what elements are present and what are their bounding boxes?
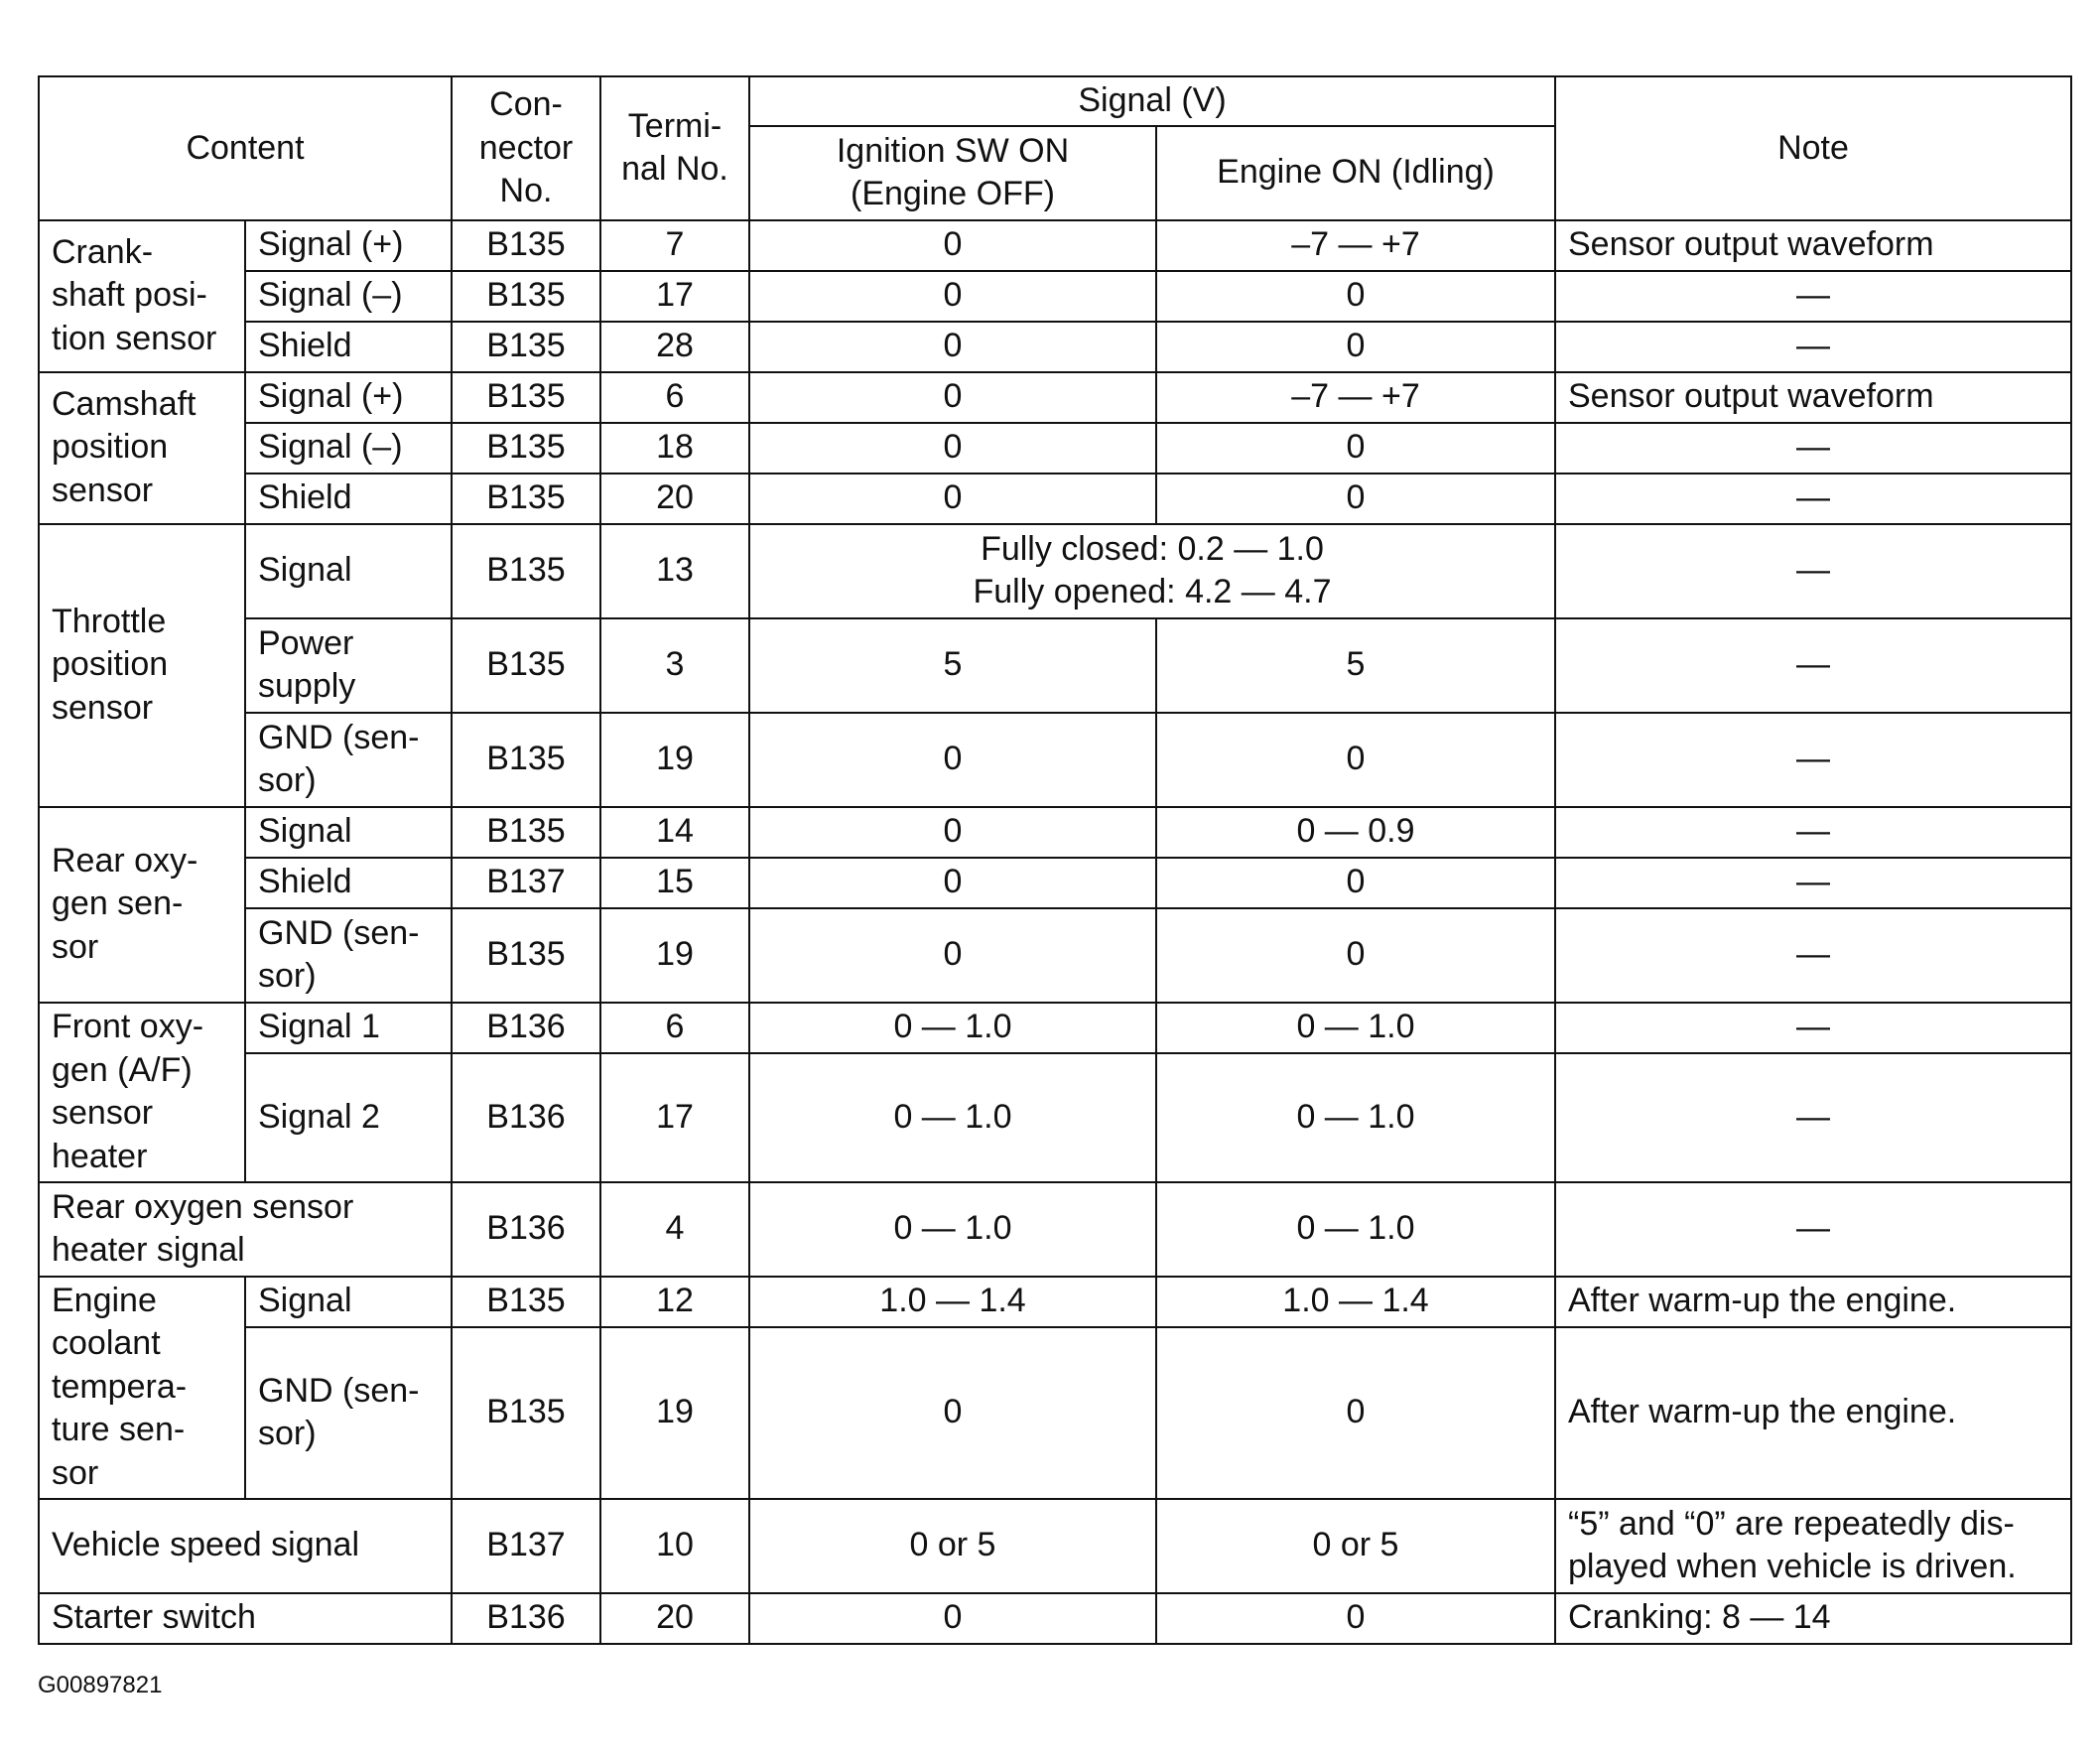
sub-item: GND (sen- sor)	[245, 713, 452, 807]
engine-on-value: –7 — +7	[1156, 220, 1555, 271]
note: —	[1555, 858, 2071, 908]
ignition-value: 0	[749, 372, 1156, 423]
table-row	[39, 423, 2071, 474]
connector-no: B137	[452, 858, 600, 908]
table-row	[39, 1593, 2071, 1644]
note: —	[1555, 1053, 2071, 1182]
table-row	[39, 524, 2071, 618]
note: After warm-up the engine.	[1555, 1277, 2071, 1327]
header-content: Content	[39, 76, 452, 220]
sub-item: GND (sen- sor)	[245, 1327, 452, 1499]
engine-on-value: 0 — 1.0	[1156, 1003, 1555, 1053]
terminal-no: 17	[600, 271, 749, 322]
terminal-no: 6	[600, 372, 749, 423]
terminal-no: 12	[600, 1277, 749, 1327]
sub-item: Signal (+)	[245, 372, 452, 423]
sub-item: Signal 1	[245, 1003, 452, 1053]
ignition-value: 0 — 1.0	[749, 1003, 1156, 1053]
sub-item: Signal (–)	[245, 423, 452, 474]
group-crankshaft-sensor: Crank- shaft posi- tion sensor	[39, 220, 245, 372]
ignition-value: 0 — 1.0	[749, 1053, 1156, 1182]
sub-item: Signal 2	[245, 1053, 452, 1182]
ignition-value: 5	[749, 618, 1156, 713]
engine-on-value: 0	[1156, 858, 1555, 908]
figure-code: G00897821	[38, 1672, 163, 1698]
terminal-no: 4	[600, 1182, 749, 1277]
table-row	[39, 220, 2071, 271]
group-rear-oxygen-sensor: Rear oxy- gen sen- sor	[39, 807, 245, 1003]
sub-item: Shield	[245, 322, 452, 372]
table-row	[39, 618, 2071, 713]
engine-on-value: 0	[1156, 713, 1555, 807]
connector-no: B136	[452, 1053, 600, 1182]
header-ignition-sw-on: Ignition SW ON (Engine OFF)	[749, 126, 1156, 220]
sub-item: Signal (–)	[245, 271, 452, 322]
note: —	[1555, 474, 2071, 524]
terminal-no: 19	[600, 1327, 749, 1499]
group-coolant-temp-sensor: Engine coolant tempera- ture sen- sor	[39, 1277, 245, 1499]
terminal-no: 18	[600, 423, 749, 474]
note: —	[1555, 423, 2071, 474]
sub-item: Shield	[245, 474, 452, 524]
group-starter-switch: Starter switch	[39, 1593, 452, 1644]
note: —	[1555, 713, 2071, 807]
terminal-no: 17	[600, 1053, 749, 1182]
header-note: Note	[1555, 76, 2071, 220]
sub-item: Signal	[245, 524, 452, 618]
header-terminal-no: Termi- nal No.	[600, 76, 749, 220]
header-connector-no: Con- nector No.	[452, 76, 600, 220]
sub-item: Power supply	[245, 618, 452, 713]
sub-item: GND (sen- sor)	[245, 908, 452, 1003]
merged-signal-value: Fully closed: 0.2 — 1.0 Fully opened: 4.2 — 4.7	[749, 524, 1555, 618]
signal-spec-table	[38, 75, 2072, 1645]
table-row	[39, 858, 2071, 908]
note: —	[1555, 1182, 2071, 1277]
ignition-value: 0	[749, 474, 1156, 524]
engine-on-value: 0	[1156, 474, 1555, 524]
note: —	[1555, 524, 2071, 618]
ignition-value: 0	[749, 322, 1156, 372]
terminal-no: 3	[600, 618, 749, 713]
connector-no: B136	[452, 1003, 600, 1053]
engine-on-value: –7 — +7	[1156, 372, 1555, 423]
connector-no: B136	[452, 1593, 600, 1644]
group-throttle-sensor: Throttle position sensor	[39, 524, 245, 807]
note: Sensor output waveform	[1555, 372, 2071, 423]
sub-item: Signal	[245, 807, 452, 858]
table-row	[39, 1277, 2071, 1327]
engine-on-value: 0 — 1.0	[1156, 1182, 1555, 1277]
terminal-no: 13	[600, 524, 749, 618]
ignition-value: 0 — 1.0	[749, 1182, 1156, 1277]
table-row	[39, 474, 2071, 524]
connector-no: B137	[452, 1499, 600, 1593]
note: After warm-up the engine.	[1555, 1327, 2071, 1499]
terminal-no: 19	[600, 713, 749, 807]
connector-no: B135	[452, 322, 600, 372]
engine-on-value: 0	[1156, 1327, 1555, 1499]
ignition-value: 1.0 — 1.4	[749, 1277, 1156, 1327]
connector-no: B135	[452, 908, 600, 1003]
note: —	[1555, 618, 2071, 713]
ignition-value: 0	[749, 908, 1156, 1003]
connector-no: B135	[452, 1327, 600, 1499]
connector-no: B136	[452, 1182, 600, 1277]
table-row	[39, 807, 2071, 858]
engine-on-value: 0 — 0.9	[1156, 807, 1555, 858]
terminal-no: 20	[600, 1593, 749, 1644]
table-row	[39, 713, 2071, 807]
note: “5” and “0” are repeatedly dis- played when vehicle is driven.	[1555, 1499, 2071, 1593]
connector-no: B135	[452, 220, 600, 271]
ignition-value: 0	[749, 807, 1156, 858]
group-camshaft-sensor: Camshaft position sensor	[39, 372, 245, 524]
connector-no: B135	[452, 713, 600, 807]
sub-item: Signal (+)	[245, 220, 452, 271]
connector-no: B135	[452, 807, 600, 858]
sub-item: Signal	[245, 1277, 452, 1327]
group-vehicle-speed-signal: Vehicle speed signal	[39, 1499, 452, 1593]
terminal-no: 15	[600, 858, 749, 908]
table-row	[39, 1053, 2071, 1182]
engine-on-value: 0 — 1.0	[1156, 1053, 1555, 1182]
note: Sensor output waveform	[1555, 220, 2071, 271]
table-row	[39, 1327, 2071, 1499]
table-row	[39, 908, 2071, 1003]
engine-on-value: 5	[1156, 618, 1555, 713]
engine-on-value: 0	[1156, 271, 1555, 322]
terminal-no: 7	[600, 220, 749, 271]
engine-on-value: 0	[1156, 322, 1555, 372]
terminal-no: 10	[600, 1499, 749, 1593]
terminal-no: 28	[600, 322, 749, 372]
ignition-value: 0 or 5	[749, 1499, 1156, 1593]
engine-on-value: 0	[1156, 423, 1555, 474]
engine-on-value: 0	[1156, 1593, 1555, 1644]
ignition-value: 0	[749, 858, 1156, 908]
connector-no: B135	[452, 271, 600, 322]
note: —	[1555, 1003, 2071, 1053]
ignition-value: 0	[749, 713, 1156, 807]
note: Cranking: 8 — 14	[1555, 1593, 2071, 1644]
note: —	[1555, 271, 2071, 322]
connector-no: B135	[452, 372, 600, 423]
header-engine-on: Engine ON (Idling)	[1156, 126, 1555, 220]
ignition-value: 0	[749, 271, 1156, 322]
connector-no: B135	[452, 474, 600, 524]
header-signal-v: Signal (V)	[749, 76, 1555, 126]
connector-no: B135	[452, 1277, 600, 1327]
terminal-no: 14	[600, 807, 749, 858]
ignition-value: 0	[749, 423, 1156, 474]
engine-on-value: 1.0 — 1.4	[1156, 1277, 1555, 1327]
note: —	[1555, 908, 2071, 1003]
ignition-value: 0	[749, 1327, 1156, 1499]
terminal-no: 6	[600, 1003, 749, 1053]
header-row-1	[39, 76, 2071, 126]
ignition-value: 0	[749, 1593, 1156, 1644]
group-rear-oxygen-heater: Rear oxygen sensor heater signal	[39, 1182, 452, 1277]
table-row	[39, 322, 2071, 372]
table-row	[39, 271, 2071, 322]
sub-item: Shield	[245, 858, 452, 908]
terminal-no: 20	[600, 474, 749, 524]
table-row	[39, 372, 2071, 423]
connector-no: B135	[452, 618, 600, 713]
connector-no: B135	[452, 524, 600, 618]
ignition-value: 0	[749, 220, 1156, 271]
note: —	[1555, 322, 2071, 372]
table-row	[39, 1499, 2071, 1593]
terminal-no: 19	[600, 908, 749, 1003]
table-row	[39, 1182, 2071, 1277]
group-front-oxygen-heater: Front oxy- gen (A/F) sensor heater	[39, 1003, 245, 1182]
connector-no: B135	[452, 423, 600, 474]
engine-on-value: 0 or 5	[1156, 1499, 1555, 1593]
note: —	[1555, 807, 2071, 858]
table-row	[39, 1003, 2071, 1053]
engine-on-value: 0	[1156, 908, 1555, 1003]
